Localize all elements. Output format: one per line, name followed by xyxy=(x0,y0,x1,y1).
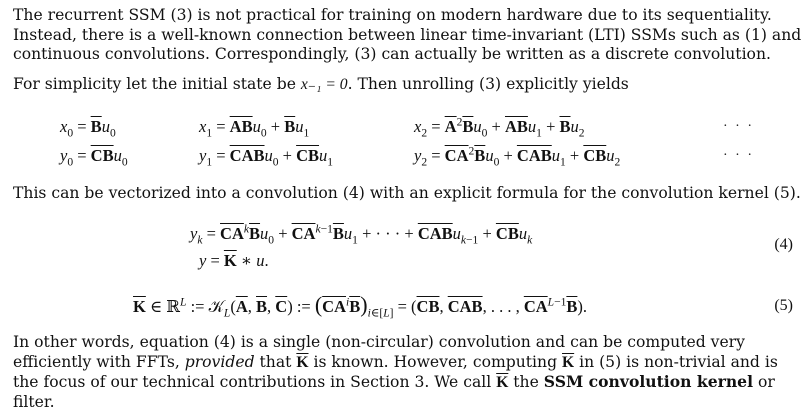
p4-d: in (5) is non-trivial and is the focus of our technical contributions in Section 3. We call xyxy=(13,352,778,391)
eq-y2: $y_2 = \overline{CA}^2\overline{B}u_0 + \overline{CAB}u_1 + \overline{CB}u_2$ xyxy=(414,145,621,169)
p2-math: x₋₁ = 0 xyxy=(300,76,348,93)
unroll-row-x xyxy=(0,117,810,139)
p4-a: In other words, equation (4) is a single (non-circular) convolution and can be computed very efficiently with FFTs, xyxy=(13,333,745,371)
paragraph-initial-state xyxy=(13,75,803,95)
eq4-line1: $y_k = \overline{CA}^k\overline{B}u_0 + \overline{CA}^{k-1}\overline{B}u_1$ + · · · + $\overline{CAB}u_{k-1} + \overline{CB}u_k$ xyxy=(190,223,533,247)
eq-x1: $x_1 = \overline{AB}u_0 + \overline{B}u_1$ xyxy=(199,117,310,140)
eq5: $\overline{K}$ ∈ ℝ$^L$ := $𝒦_L(\overline{A}$, $\overline{B}$, $\overline{C}$) := $(\overline{CA}^i\overline{B})_{i\in[L]} = (\overline{CB}$, $\overline{CAB}$, . . . , $\overline{CA}^{L-1}\overline{B}$). xyxy=(133,292,588,320)
unroll-dots-y: · · · xyxy=(723,148,754,163)
eq-x2: $x_2 = \overline{A}^2\overline{B}u_0 + \overline{AB}u_1 + \overline{B}u_2$ xyxy=(414,116,585,140)
eq-y1: $y_1 = \overline{CAB}u_0 + \overline{CB}u_1$ xyxy=(199,146,334,169)
kernel-symbol-1: $\overline{K}$ xyxy=(296,353,309,371)
p2-suffix: . Then unrolling (3) explicitly yields xyxy=(347,75,629,93)
eq-y0: $y_0 = \overline{CB}u_0$ xyxy=(60,146,128,169)
p2-prefix: For simplicity let the initial state be xyxy=(13,75,301,93)
p4-e: the xyxy=(508,373,544,391)
eq4-number: (4) xyxy=(774,236,793,253)
paragraph-intro: The recurrent SSM (3) is not practical for training on modern hardware due to its sequentiality. Instead, there is a well-known connection between linear time-invariant (LTI) SSMs such as (1) and continuous convolutions. Correspondingly, (3) can actually be written as a discrete convolution. xyxy=(13,6,802,63)
unroll-dots-x: · · · xyxy=(723,119,754,134)
kernel-symbol-3: $\overline{K}$ xyxy=(496,374,509,391)
eq4-line2: $y = \overline{K}$ ∗ u. xyxy=(199,251,269,270)
p4-b: that xyxy=(254,352,297,371)
eq5-number: (5) xyxy=(774,297,793,314)
eq-x0: $x_0 = \overline{B}u_0$ xyxy=(60,117,116,140)
paragraph-vectorized: This can be vectorized into a convolution (4) with an explicit formula for the convolution kernel (5). xyxy=(13,184,801,202)
p4-c: is known. However, computing xyxy=(308,352,563,371)
p4-f: or filter. xyxy=(13,373,775,411)
kernel-symbol-2: $\overline{K}$ xyxy=(562,353,575,371)
p4-bold-term: SSM convolution kernel xyxy=(543,372,754,391)
p4-provided: provided xyxy=(184,352,255,371)
unroll-row-y xyxy=(0,146,810,168)
paragraph-kernel xyxy=(13,333,803,412)
